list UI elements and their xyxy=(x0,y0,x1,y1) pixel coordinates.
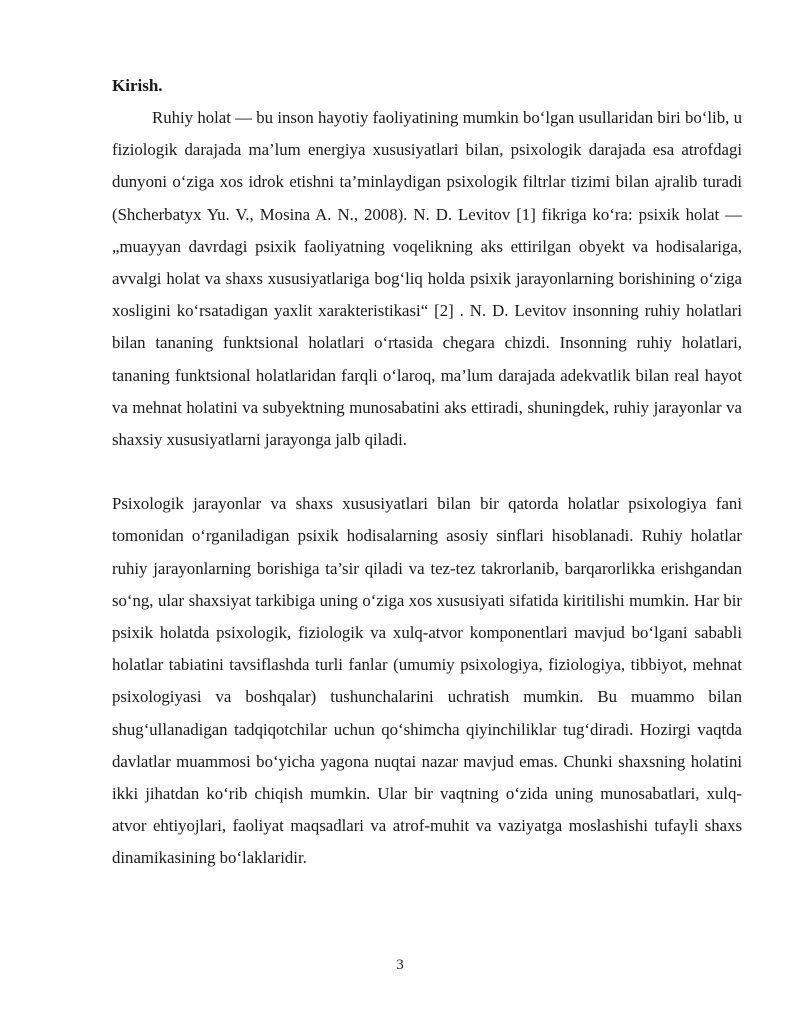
paragraph-second: Psixologik jarayonlar va shaxs xususiyatlari bilan bir qatorda holatlar psixologiya fani tomonidan o‘rganiladigan psixik hodisalarning asosiy sinflari hisoblanadi. Ruhiy holatlar ruhiy jarayonlarning borishiga ta’sir qiladi va tez-tez takrorlanib, barqarorlikka erishgandan so‘ng, ular shaxsiyat tarkibiga uning o‘ziga xos xususiyati sifatida kiritilishi mumkin. Har bir psixik holatda psixologik, fiziologik va xulq-atvor komponentlari mavjud bo‘lgani sababli holatlar tabiatini tavsiflashda turli fanlar (umumiy psixologiya, fiziologiya, tibbiyot, mehnat psixologiyasi va boshqalar) tushunchalarini uchratish mumkin. Bu muammo bilan shug‘ullanadigan tadqiqotchilar uchun qo‘shimcha qiyinchiliklar tug‘diradi. Hozirgi vaqtda davlatlar muammosi bo‘yicha yagona nuqtai nazar mavjud emas. Chunki shaxsning holatini ikki jihatdan ko‘rib chiqish mumkin. Ular bir vaqtning o‘zida uning munosabatlari, xulq-atvor ehtiyojlari, faoliyat maqsadlari va atrof-muhit va vaziyatga moslashishi tufayli shaxs dinamikasining bo‘laklaridir. xyxy=(112,494,742,868)
document-body xyxy=(112,70,742,875)
section-heading: Kirish. xyxy=(112,76,163,95)
page-number: 3 xyxy=(396,957,404,973)
paragraph-intro: Ruhiy holat — bu inson hayotiy faoliyatining mumkin bo‘lgan usullaridan biri bo‘lib, u fiziologik darajada ma’lum energiya xususiyatlari bilan, psixologik darajada esa atrofdagi dunyoni o‘ziga xos idrok etishni ta’minlaydigan psixologik filtrlar tizimi bilan ajralib turadi (Shcherbatyx Yu. V., Mosina A. N., 2008). N. D. Levitov [1] fikriga ko‘ra: psixik holat — „muayyan davrdagi psixik faoliyatning voqelikning aks ettirilgan obyekt va hodisalariga, avvalgi holat va shaxs xususiyatlariga bog‘liq holda psixik jarayonlarning borishining o‘ziga xosligini ko‘rsatadigan yaxlit xarakteristikasi“ [2] . N. D. Levitov insonning ruhiy holatlari bilan tananing funktsional holatlari o‘rtasida chegara chizdi. Insonning ruhiy holatlari, tananing funktsional holatlaridan farqli o‘laroq, ma’lum darajada adekvatlik bilan real hayot va mehnat holatini va subyektning munosabatini aks ettiradi, shuningdek, ruhiy jarayonlar va shaxsiy xususiyatlarni jarayonga jalb qiladi. xyxy=(112,108,742,450)
